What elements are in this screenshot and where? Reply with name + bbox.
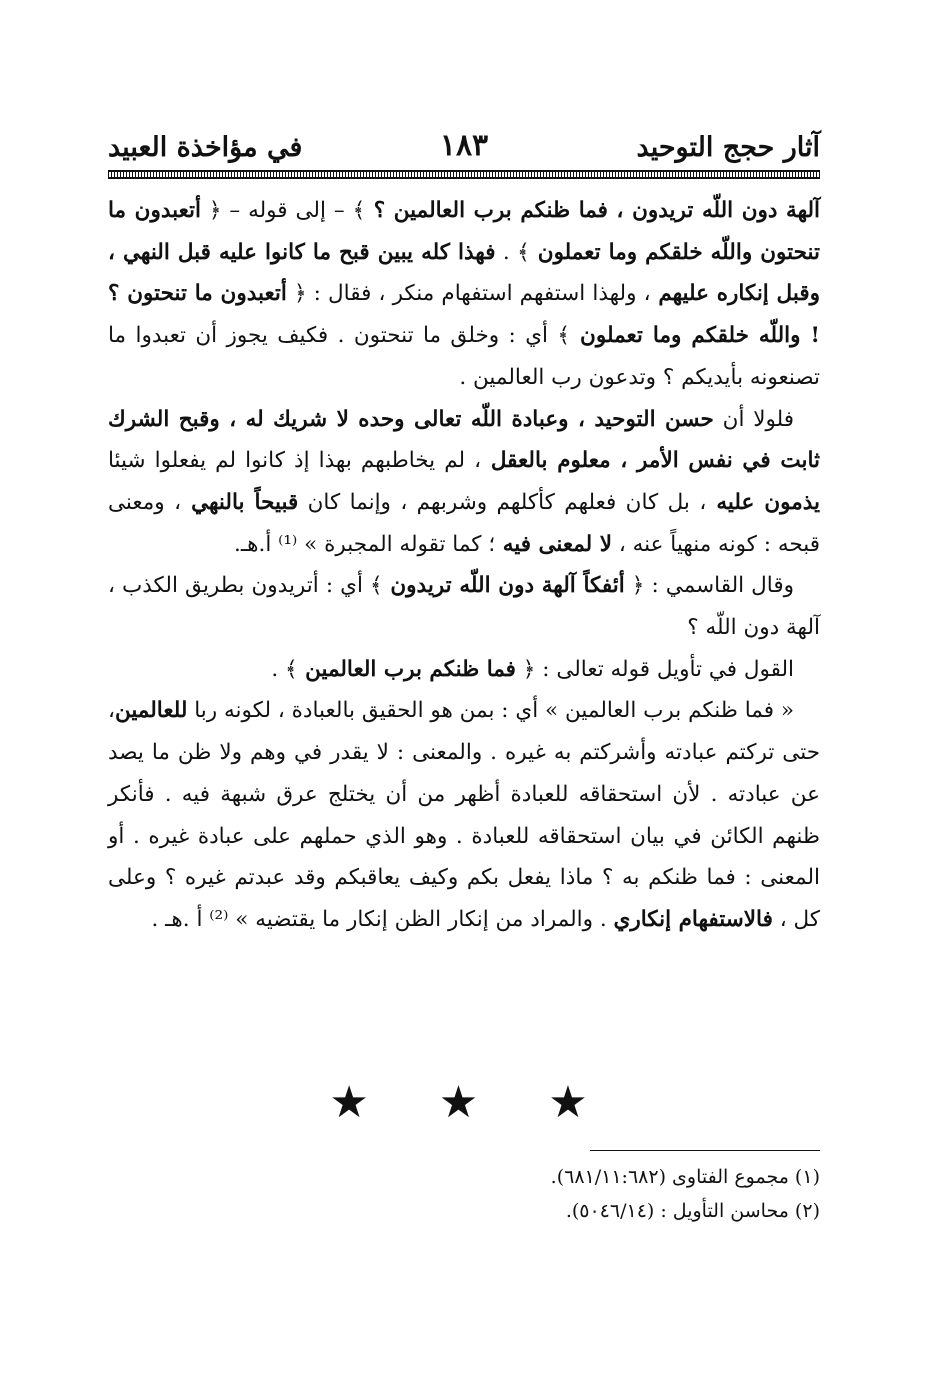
paragraph	[108, 399, 820, 566]
bold-text-segment: يذمون عليه	[706, 489, 821, 515]
bold-text-segment: أئفكاً آلهة دون اللّه تريدون	[382, 573, 625, 599]
text-segment: ، ومعنى قبحه : كونه منهياً عنه ،	[108, 489, 820, 557]
text-segment: . والمراد من إنكار الظن إنكار ما يقتضيه » ⁽²⁾ أ .هـ .	[151, 906, 614, 932]
text-segment: ﴾ .	[271, 656, 298, 682]
bold-text-segment: أتعبدون ما تنحتون واللّه خلقكم وما تعملون	[108, 198, 820, 265]
bold-text-segment: أتعبدون ما تنحتون ؟ ! واللّه خلقكم وما تعملون	[108, 281, 820, 349]
text-segment: ﴾ – إلى قوله – ﴿	[200, 198, 366, 223]
bold-text-segment: فالاستفهام إنكاري	[613, 906, 773, 932]
text-segment: فلولا أن	[713, 406, 794, 432]
header-chapter-title: في مؤاخذة العبيد	[108, 132, 303, 163]
bold-text-segment: قبيحاً بالنهي	[181, 489, 299, 515]
text-segment: وقال القاسمي : ﴿	[624, 573, 794, 599]
text-segment: ﴾ .	[495, 239, 530, 265]
main-text	[108, 190, 820, 941]
section-divider-stars: ★ ★ ★	[329, 1077, 616, 1128]
header-book-title: آثار حجج التوحيد	[636, 132, 820, 163]
bold-text-segment: فما ظنكم برب العالمين	[297, 656, 516, 682]
footnote-rule	[590, 1150, 820, 1151]
bold-text-segment: للعالمين	[114, 698, 188, 724]
paragraph	[108, 565, 820, 648]
text-segment: ، ولهذا استفهم استفهام منكر ، فقال : ﴿	[286, 281, 651, 307]
text-segment: ﴾ أي : وخلق ما تنحتون . فكيف يجوز أن تعبدوا ما تصنعونه بأيديكم ؟ وتدعون رب العالمين .	[108, 323, 820, 390]
running-header	[108, 128, 820, 172]
paragraph	[108, 649, 820, 691]
footnote-2: (٢) محاسن التأويل : (٥٠٤٦/١٤).	[565, 1200, 820, 1222]
text-segment: ، حتى تركتم عبادته وأشركتم به غيره . والمعنى : لا يقدر في وهم ولا ظن ما يصد عن عبادته . لأن استحقاقه للعبادة أظهر من أن يختلج عرق شبهة فيه . فأنكر ظنهم الكائن في بيان استحقاقه للعبادة . وهو الذي حملهم على عبادة غيره . أو المعنى : فما ظنكم به ؟ ماذا يفعل بكم وكيف يعاقبكم وقد عبدتم غيره ؟ وعلى كل ،	[108, 698, 820, 932]
text-segment: « فما ظنكم برب العالمين » أي : بمن هو الحقيق بالعبادة ، لكونه ربا	[187, 698, 794, 724]
text-segment: القول في تأويل قوله تعالى : ﴿	[515, 656, 794, 682]
bold-text-segment: آلهة دون اللّه تريدون ، فما ظنكم برب العالمين ؟	[365, 198, 821, 223]
paragraph	[108, 190, 820, 399]
page-number: ١٨٣	[439, 128, 489, 163]
paragraph	[108, 690, 820, 940]
footnotes	[220, 1160, 820, 1228]
text-segment: ، بل كان فعلهم كأكلهم وشربهم ، وإنما كان	[298, 489, 707, 515]
bold-text-segment: حسن التوحيد ، وعبادة اللّه تعالى وحده لا شريك له ، وقبح الشرك ثابت في نفس الأمر ، معلوم بالعقل	[108, 406, 820, 474]
text-segment: ؛ كما تقوله المجبرة » ⁽¹⁾ أ.هـ.	[234, 531, 496, 557]
text-segment: ، لم يخاطبهم بهذا إذ كانوا لم يفعلوا شيئا	[108, 448, 482, 474]
text-segment: ﴾ أي : أتريدون بطريق الكذب ، آلهة دون اللّه ؟	[108, 573, 820, 641]
header-rule	[108, 170, 820, 179]
bold-text-segment: فهذا كله يبين قبح ما كانوا عليه قبل النهي ، وقبل إنكاره عليهم	[108, 239, 820, 307]
footnote-1: (١) مجموع الفتاوى (٦٨١/١١:٦٨٢).	[550, 1166, 820, 1188]
bold-text-segment: لا لمعنى فيه	[495, 531, 612, 557]
